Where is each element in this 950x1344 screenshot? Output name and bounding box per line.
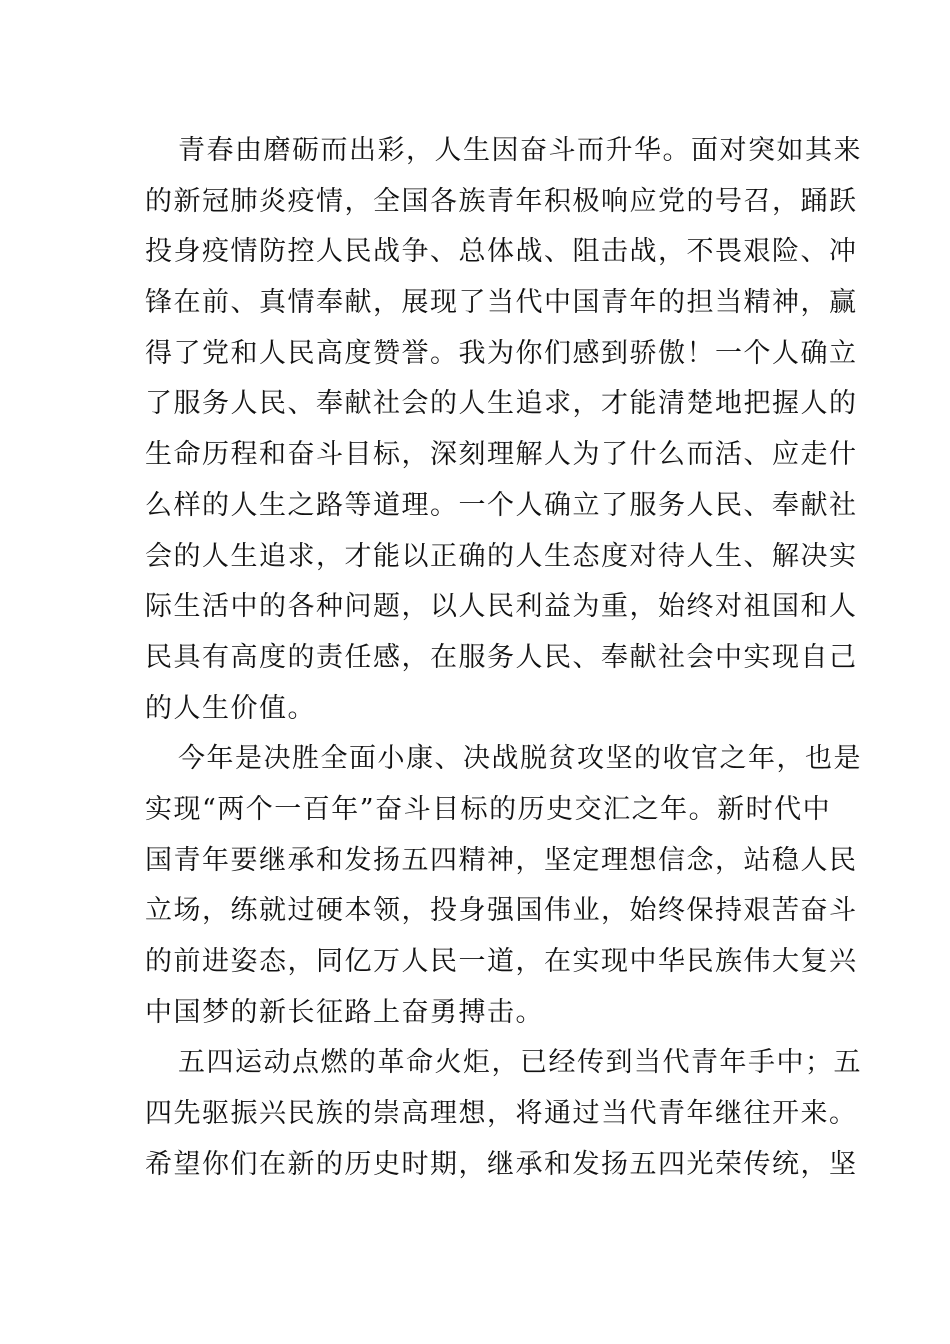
paragraph-line: 的新冠肺炎疫情，全国各族青年积极响应党的号召，踊跃 (145, 185, 858, 217)
paragraph-line: 实现“两个一百年”奋斗目标的历史交汇之年。新时代中 (145, 793, 832, 825)
paragraph-line: 五四运动点燃的革命火炬，已经传到当代青年手中；五 (178, 1047, 862, 1079)
paragraph-line: 希望你们在新的历史时期，继承和发扬五四光荣传统，坚 (145, 1148, 858, 1180)
paragraph-line: 得了党和人民高度赞誉。我为你们感到骄傲！一个人确立 (145, 337, 858, 369)
paragraph-line: 国青年要继承和发扬五四精神，坚定理想信念，站稳人民 (145, 844, 858, 876)
paragraph-line: 立场，练就过硬本领，投身强国伟业，始终保持艰苦奋斗 (145, 895, 858, 927)
paragraph-line: 的人生价值。 (145, 692, 316, 724)
paragraph-line: 民具有高度的责任感，在服务人民、奉献社会中实现自己 (145, 641, 858, 673)
paragraph-line: 的前进姿态，同亿万人民一道，在实现中华民族伟大复兴 (145, 946, 858, 977)
paragraph-line: 投身疫情防控人民战争、总体战、阻击战，不畏艰险、冲 (145, 236, 858, 268)
paragraph-line: 了服务人民、奉献社会的人生追求，才能清楚地把握人的 (145, 388, 858, 420)
paragraph-line: 际生活中的各种问题，以人民利益为重，始终对祖国和人 (145, 591, 858, 623)
document-body (145, 126, 862, 1190)
paragraph-line: 会的人生追求，才能以正确的人生态度对待人生、解决实 (145, 540, 858, 572)
paragraph-line: 锋在前、真情奉献，展现了当代中国青年的担当精神，赢 (145, 287, 858, 319)
paragraph-1 (145, 126, 862, 734)
paragraph-line: 今年是决胜全面小康、决战脱贫攻坚的收官之年，也是 (178, 743, 862, 775)
paragraph-line: 中国梦的新长征路上奋勇搏击。 (145, 996, 544, 1028)
paragraph-line: 么样的人生之路等道理。一个人确立了服务人民、奉献社 (145, 489, 858, 521)
paragraph-line: 四先驱振兴民族的崇高理想，将通过当代青年继往开来。 (145, 1098, 858, 1130)
paragraph-line: 青春由磨砺而出彩，人生因奋斗而升华。面对突如其来 (178, 135, 862, 166)
paragraph-3 (145, 1038, 862, 1190)
paragraph-2 (145, 734, 862, 1038)
paragraph-line: 生命历程和奋斗目标，深刻理解人为了什么而活、应走什 (145, 439, 858, 471)
